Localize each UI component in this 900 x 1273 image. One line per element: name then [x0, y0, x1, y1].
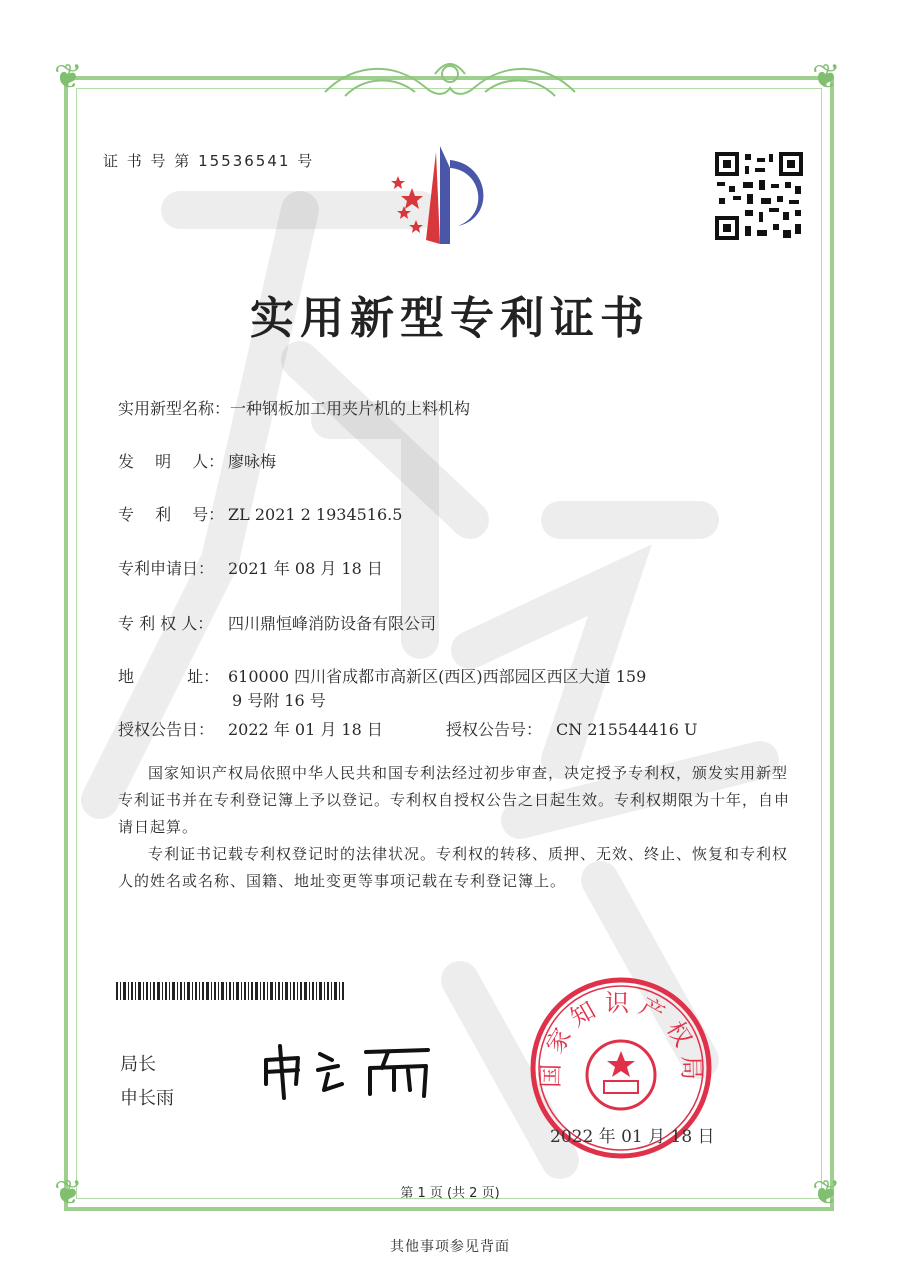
field-value: 2021 年 08 月 18 日 — [228, 559, 383, 578]
certificate-title: 实用新型专利证书 — [250, 293, 650, 344]
field-value: 2022 年 01 月 18 日 — [228, 720, 383, 739]
signature-icon — [258, 1040, 458, 1100]
field-label: 专 利 号： — [118, 505, 225, 524]
cnipa-logo-icon — [378, 140, 518, 250]
field-label: 发 明 人： — [118, 452, 225, 471]
field-label: 专利申请日： — [118, 559, 215, 578]
paragraph: 国家知识产权局依照中华人民共和国专利法经过初步审查，决定授予专利权，颁发实用新型专利证书并在专利登记簿上予以登记。专利权自授权公告之日起生效。专利权期限为十年，自申请日起算。 — [118, 764, 791, 836]
seal-text: 国家知识产权局 — [536, 989, 706, 1089]
corner-ornament-icon: ❦ — [812, 57, 841, 97]
field-grant-date — [118, 717, 383, 740]
field-filing-date — [118, 556, 383, 579]
director-role: 局长 — [120, 1054, 156, 1075]
field-address — [118, 664, 646, 687]
seal-date: 2022 年 01 月 18 日 — [550, 1127, 715, 1147]
field-utility-model-name — [118, 396, 470, 419]
field-label: 专 利 权 人： — [118, 614, 214, 633]
field-value: 四川鼎恒峰消防设备有限公司 — [228, 614, 437, 633]
field-value: CN 215544416 U — [556, 720, 698, 739]
field-label: 授权公告日： — [118, 720, 215, 739]
field-value: 廖咏梅 — [228, 452, 277, 471]
field-label: 地 址： — [118, 667, 220, 686]
paragraph: 专利证书记载专利权登记时的法律状况。专利权的转移、质押、无效、终止、恢复和专利权人的姓名或名称、国籍、地址变更等事项记载在专利登记簿上。 — [118, 845, 789, 890]
field-address-line2: 9 号附 16 号 — [232, 691, 326, 710]
qr-code-icon — [715, 152, 803, 240]
field-patentee — [118, 611, 436, 634]
corner-ornament-icon: ❦ — [54, 1173, 83, 1213]
field-grant-number — [446, 717, 698, 740]
director-name: 申长雨 — [120, 1088, 174, 1109]
top-ornament-icon — [315, 52, 585, 112]
footer-note: 其他事项参见背面 — [390, 1239, 510, 1255]
certificate-number: 证 书 号 第 15536541 号 — [103, 152, 315, 170]
field-label: 实用新型名称： — [118, 399, 231, 418]
field-patent-number — [118, 502, 402, 525]
field-inventor — [118, 449, 276, 472]
field-value: 一种钢板加工用夹片机的上料机构 — [230, 399, 471, 418]
field-value: ZL 2021 2 1934516.5 — [228, 505, 403, 524]
corner-ornament-icon: ❦ — [54, 57, 83, 97]
barcode-icon — [116, 982, 346, 1000]
field-value: 610000 四川省成都市高新区(西区)西部园区西区大道 159 — [228, 667, 647, 686]
page-number: 第 1 页 (共 2 页) — [400, 1186, 500, 1201]
field-label: 授权公告号： — [446, 720, 543, 739]
corner-ornament-icon: ❦ — [812, 1173, 841, 1213]
